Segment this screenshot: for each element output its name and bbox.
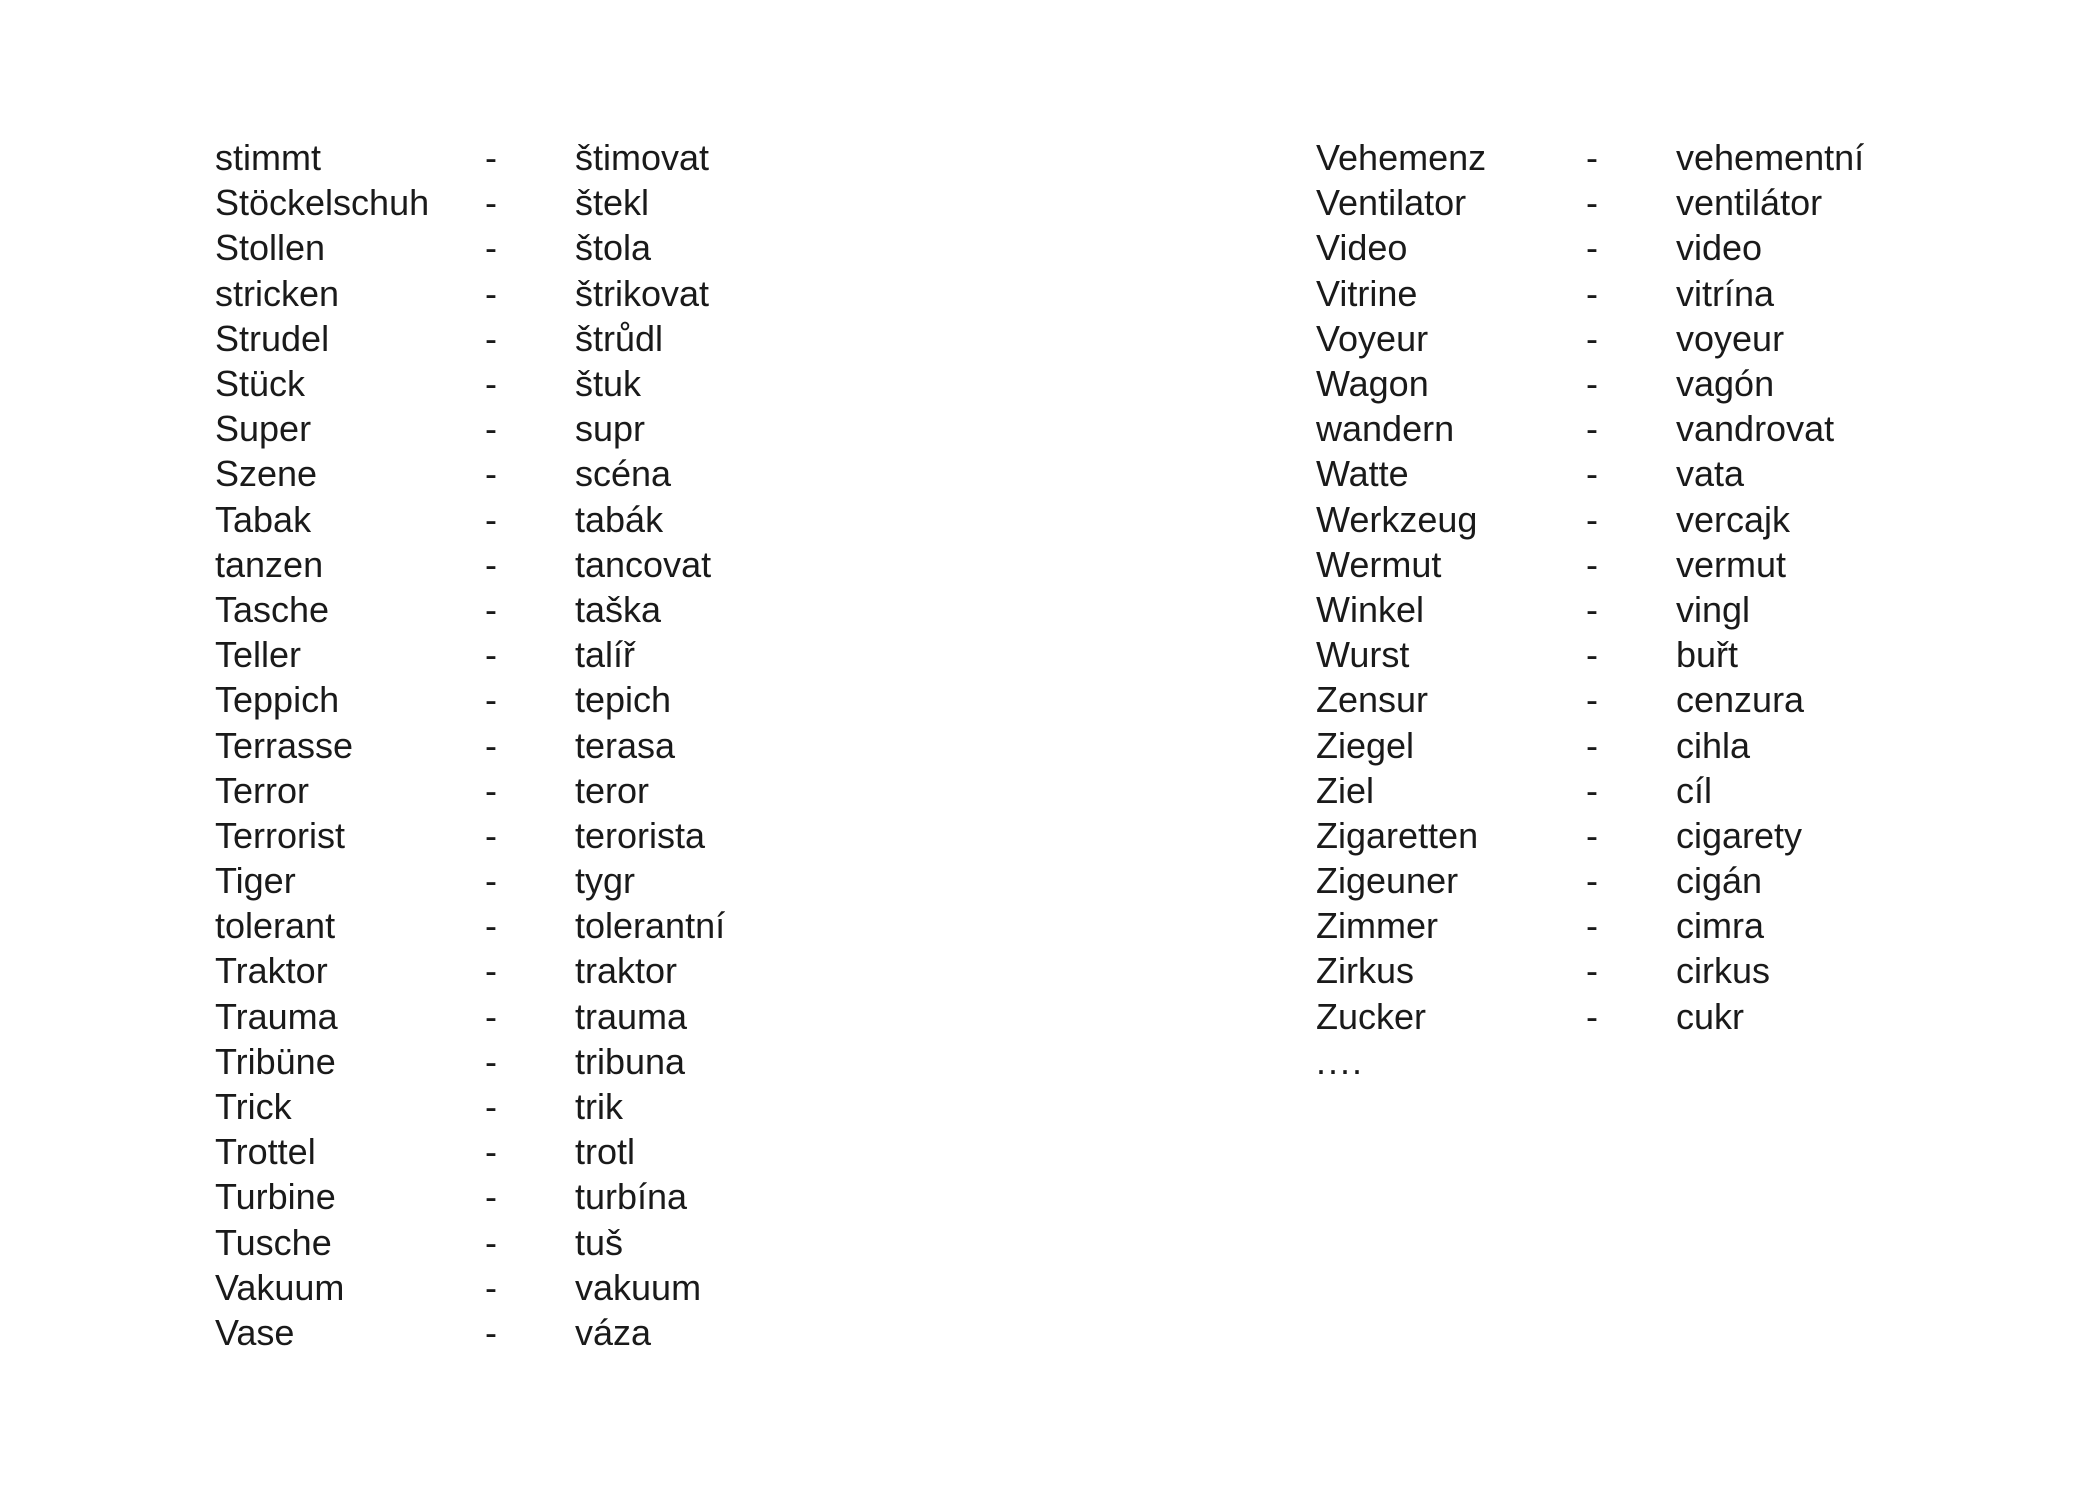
- separator-dash: -: [485, 1131, 497, 1173]
- separator-dash: -: [1586, 453, 1598, 495]
- word-pair-row: [215, 361, 875, 406]
- german-word: Vitrine: [1316, 272, 1418, 314]
- czech-word: vermut: [1676, 543, 1787, 585]
- separator-dash: -: [1586, 137, 1598, 179]
- separator-dash: -: [485, 1266, 497, 1308]
- czech-word: tabák: [575, 498, 664, 540]
- separator-dash: -: [485, 182, 497, 224]
- separator-dash: -: [485, 950, 497, 992]
- german-word: Voyeur: [1316, 317, 1429, 359]
- word-pair-row: [1316, 858, 1976, 903]
- separator-dash: -: [485, 137, 497, 179]
- word-pair-row: [215, 1265, 875, 1310]
- word-pair-row: [1316, 903, 1976, 948]
- word-pair-row: [215, 632, 875, 677]
- czech-word: tribuna: [575, 1040, 686, 1082]
- czech-word: váza: [575, 1311, 652, 1353]
- czech-word: turbína: [575, 1176, 688, 1218]
- german-word: Tabak: [215, 498, 312, 540]
- word-pair-row: [1316, 361, 1976, 406]
- german-word: Ziel: [1316, 769, 1375, 811]
- german-word: Zimmer: [1316, 905, 1438, 947]
- czech-word: trik: [575, 1086, 623, 1128]
- czech-word: teror: [575, 769, 650, 811]
- separator-dash: -: [1586, 182, 1598, 224]
- separator-dash: -: [1586, 905, 1598, 947]
- czech-word: vagón: [1676, 363, 1775, 405]
- word-pair-row: [215, 587, 875, 632]
- czech-word: trauma: [575, 995, 688, 1037]
- word-pair-row: [215, 316, 875, 361]
- german-word: Vehemenz: [1316, 137, 1487, 179]
- word-pair-row: [215, 180, 875, 225]
- separator-dash: -: [485, 272, 497, 314]
- word-pair-row: [1316, 180, 1976, 225]
- word-pair-row: [215, 497, 875, 542]
- word-pair-row: [215, 948, 875, 993]
- word-pair-row: [1316, 632, 1976, 677]
- czech-word: voyeur: [1676, 317, 1785, 359]
- german-word: Stöckelschuh: [215, 182, 430, 224]
- czech-word: štimovat: [575, 137, 710, 179]
- german-word: Tasche: [215, 588, 330, 630]
- german-word: Strudel: [215, 317, 330, 359]
- german-word: Trottel: [215, 1131, 316, 1173]
- czech-word: tolerantní: [575, 905, 726, 947]
- german-word: Stollen: [215, 227, 326, 269]
- word-pair-row: [215, 451, 875, 496]
- separator-dash: -: [485, 769, 497, 811]
- german-word: Vase: [215, 1311, 295, 1353]
- word-pair-row: [215, 406, 875, 451]
- german-word: Traktor: [215, 950, 328, 992]
- word-pair-row: [1316, 722, 1976, 767]
- separator-dash: -: [485, 679, 497, 721]
- czech-word: tuš: [575, 1221, 624, 1263]
- word-pair-row: [1316, 406, 1976, 451]
- separator-dash: -: [485, 634, 497, 676]
- czech-word: tepich: [575, 679, 672, 721]
- german-word: Vakuum: [215, 1266, 345, 1308]
- czech-word: video: [1676, 227, 1763, 269]
- german-word: Ziegel: [1316, 724, 1415, 766]
- german-word: Teller: [215, 634, 302, 676]
- word-list-left: [215, 135, 875, 1355]
- word-pair-row: [215, 813, 875, 858]
- separator-dash: -: [1586, 860, 1598, 902]
- czech-word: terorista: [575, 814, 706, 856]
- czech-word: tancovat: [575, 543, 712, 585]
- german-word: Winkel: [1316, 588, 1425, 630]
- german-word: Video: [1316, 227, 1408, 269]
- german-word: Terrorist: [215, 814, 346, 856]
- czech-word: vakuum: [575, 1266, 702, 1308]
- separator-dash: -: [485, 1176, 497, 1218]
- word-pair-row: [1316, 135, 1976, 180]
- czech-word: scéna: [575, 453, 672, 495]
- czech-word: vehementní: [1676, 137, 1865, 179]
- czech-word: cirkus: [1676, 950, 1771, 992]
- german-word: Zigaretten: [1316, 814, 1479, 856]
- word-pair-row: [215, 768, 875, 813]
- separator-dash: -: [1586, 814, 1598, 856]
- czech-word: cigán: [1676, 860, 1763, 902]
- czech-word: buřt: [1676, 634, 1739, 676]
- german-word: Watte: [1316, 453, 1409, 495]
- separator-dash: -: [485, 1086, 497, 1128]
- separator-dash: -: [485, 363, 497, 405]
- czech-word: vingl: [1676, 588, 1751, 630]
- german-word: tanzen: [215, 543, 324, 585]
- german-word: Ventilator: [1316, 182, 1467, 224]
- czech-word: vandrovat: [1676, 408, 1835, 450]
- word-pair-row: [1316, 587, 1976, 632]
- german-word: Super: [215, 408, 312, 450]
- separator-dash: -: [1586, 588, 1598, 630]
- german-word: Trauma: [215, 995, 338, 1037]
- czech-word: traktor: [575, 950, 678, 992]
- word-pair-row: [1316, 542, 1976, 587]
- separator-dash: -: [485, 317, 497, 359]
- separator-dash: -: [485, 905, 497, 947]
- word-pair-row: [215, 542, 875, 587]
- word-pair-row: [1316, 813, 1976, 858]
- word-pair-row: [215, 1084, 875, 1129]
- czech-word: trotl: [575, 1131, 636, 1173]
- word-list-right: [1316, 135, 1976, 1084]
- separator-dash: -: [485, 860, 497, 902]
- czech-word: vata: [1676, 453, 1745, 495]
- continuation-ellipsis: ....: [1316, 1040, 1365, 1082]
- german-word: Terrasse: [215, 724, 354, 766]
- word-pair-row: [215, 135, 875, 180]
- separator-dash: -: [1586, 995, 1598, 1037]
- german-word: Stück: [215, 363, 306, 405]
- separator-dash: -: [485, 498, 497, 540]
- german-word: Terror: [215, 769, 310, 811]
- separator-dash: -: [485, 724, 497, 766]
- word-pair-row: [1316, 768, 1976, 813]
- word-pair-row: [215, 722, 875, 767]
- german-word: Wagon: [1316, 363, 1429, 405]
- separator-dash: -: [1586, 227, 1598, 269]
- german-word: Tiger: [215, 860, 296, 902]
- czech-word: štuk: [575, 363, 642, 405]
- word-pair-row: [215, 225, 875, 270]
- german-word: Zensur: [1316, 679, 1429, 721]
- word-pair-row: [1316, 225, 1976, 270]
- czech-word: talíř: [575, 634, 636, 676]
- word-pair-row: [215, 858, 875, 903]
- word-pair-row: [215, 271, 875, 316]
- separator-dash: -: [485, 995, 497, 1037]
- german-word: Turbine: [215, 1176, 336, 1218]
- german-word: Zigeuner: [1316, 860, 1459, 902]
- separator-dash: -: [1586, 950, 1598, 992]
- separator-dash: -: [1586, 272, 1598, 314]
- czech-word: vitrína: [1676, 272, 1775, 314]
- word-pair-row: [215, 1174, 875, 1219]
- czech-word: cimra: [1676, 905, 1764, 947]
- word-pair-row: [215, 1310, 875, 1355]
- separator-dash: -: [1586, 363, 1598, 405]
- separator-dash: -: [1586, 679, 1598, 721]
- word-pair-row: [215, 903, 875, 948]
- separator-dash: -: [485, 227, 497, 269]
- word-pair-row: [1316, 451, 1976, 496]
- word-pair-row: [215, 1039, 875, 1084]
- separator-dash: -: [485, 1040, 497, 1082]
- separator-dash: -: [485, 1311, 497, 1353]
- czech-word: terasa: [575, 724, 676, 766]
- german-word: Wurst: [1316, 634, 1410, 676]
- czech-word: štola: [575, 227, 652, 269]
- separator-dash: -: [1586, 634, 1598, 676]
- separator-dash: -: [1586, 769, 1598, 811]
- separator-dash: -: [1586, 724, 1598, 766]
- word-pair-row: [215, 1220, 875, 1265]
- czech-word: cihla: [1676, 724, 1751, 766]
- german-word: stimmt: [215, 137, 321, 179]
- german-word: Wermut: [1316, 543, 1442, 585]
- czech-word: cigarety: [1676, 814, 1803, 856]
- german-word: Werkzeug: [1316, 498, 1478, 540]
- czech-word: supr: [575, 408, 646, 450]
- german-word: Zucker: [1316, 995, 1427, 1037]
- german-word: stricken: [215, 272, 340, 314]
- word-pair-row: [1316, 948, 1976, 993]
- german-word: Zirkus: [1316, 950, 1414, 992]
- czech-word: štrikovat: [575, 272, 710, 314]
- separator-dash: -: [485, 588, 497, 630]
- czech-word: taška: [575, 588, 662, 630]
- separator-dash: -: [485, 453, 497, 495]
- german-word: Teppich: [215, 679, 340, 721]
- separator-dash: -: [485, 543, 497, 585]
- czech-word: ventilátor: [1676, 182, 1823, 224]
- word-pair-row: [215, 994, 875, 1039]
- czech-word: štrůdl: [575, 317, 664, 359]
- word-pair-row: [1316, 994, 1976, 1039]
- word-pair-row: [1316, 497, 1976, 542]
- german-word: Tusche: [215, 1221, 332, 1263]
- word-pair-row: [1316, 271, 1976, 316]
- word-pair-row: [215, 677, 875, 722]
- german-word: wandern: [1316, 408, 1455, 450]
- separator-dash: -: [485, 1221, 497, 1263]
- word-pair-row: [1316, 677, 1976, 722]
- separator-dash: -: [1586, 543, 1598, 585]
- czech-word: vercajk: [1676, 498, 1791, 540]
- german-word: Szene: [215, 453, 318, 495]
- separator-dash: -: [485, 814, 497, 856]
- german-word: Trick: [215, 1086, 292, 1128]
- separator-dash: -: [1586, 408, 1598, 450]
- czech-word: cíl: [1676, 769, 1712, 811]
- czech-word: cukr: [1676, 995, 1745, 1037]
- separator-dash: -: [1586, 317, 1598, 359]
- czech-word: tygr: [575, 860, 636, 902]
- separator-dash: -: [1586, 498, 1598, 540]
- czech-word: štekl: [575, 182, 650, 224]
- word-pair-row: [215, 1129, 875, 1174]
- german-word: Tribüne: [215, 1040, 336, 1082]
- czech-word: cenzura: [1676, 679, 1805, 721]
- german-word: tolerant: [215, 905, 336, 947]
- word-pair-row: [1316, 316, 1976, 361]
- separator-dash: -: [485, 408, 497, 450]
